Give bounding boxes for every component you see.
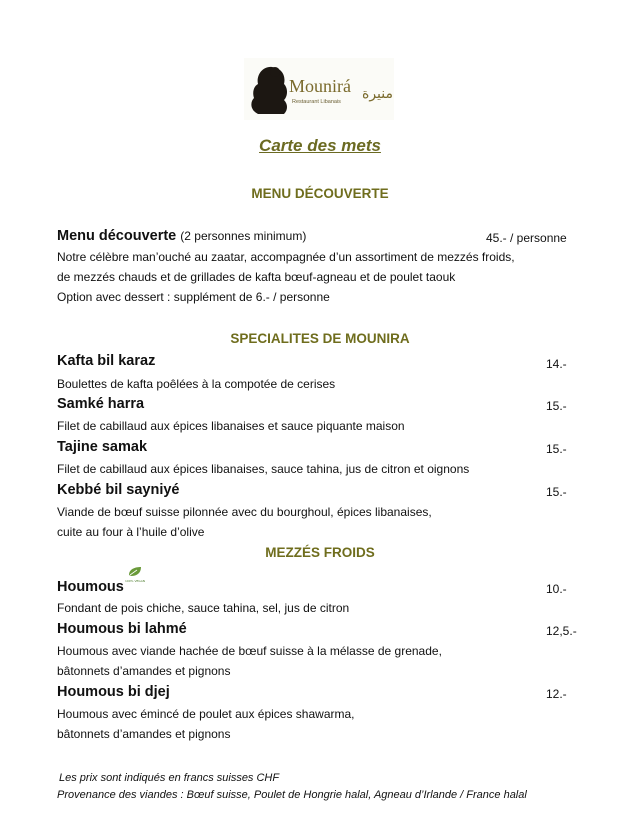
- dish-name: Houmous bi lahmé: [57, 621, 187, 637]
- dish-name: Tajine samak: [57, 439, 148, 455]
- dish-name: Kafta bil karaz: [57, 353, 156, 369]
- section-heading-mezzes-froids: MEZZÉS FROIDS: [265, 545, 375, 560]
- dish-description: Filet de cabillaud aux épices libanaises, sauce tahina, jus de citron et oignons: [57, 462, 470, 476]
- dish-description: Houmous avec viande hachée de bœuf suisse à la mélasse de grenade,: [57, 644, 442, 658]
- dish-price: 14.-: [546, 357, 567, 371]
- logo-name: Mounirá: [289, 76, 351, 96]
- dish-description: Viande de bœuf suisse pilonnée avec du bourghoul, épices libanaises,: [57, 505, 432, 519]
- dish-description: bâtonnets d’amandes et pignons: [57, 664, 231, 678]
- dish-name: Houmous: [57, 579, 124, 595]
- footer-meat-origin: Provenance des viandes : Bœuf suisse, Poulet de Hongrie halal, Agneau d’Irlande / France halal: [57, 789, 527, 801]
- menu-decouverte-desc-line: Notre célèbre man’ouché au zaatar, accompagnée d’un assortiment de mezzés froids,: [57, 250, 515, 264]
- section-heading-specialites: SPECIALITES DE MOUNIRA: [230, 331, 410, 346]
- dish-price: 15.-: [546, 442, 567, 456]
- dish-description: cuite au four à l’huile d’olive: [57, 525, 205, 539]
- dish-price: 12.-: [546, 687, 567, 701]
- dish-name: Samké harra: [57, 396, 145, 412]
- dish-description: bâtonnets d’amandes et pignons: [57, 727, 231, 741]
- dish-price: 15.-: [546, 399, 567, 413]
- vegan-badge-text: 100% VEGAN: [125, 579, 145, 583]
- dish-description: Fondant de pois chiche, sauce tahina, sel, jus de citron: [57, 601, 350, 615]
- menu-title: Carte des mets: [259, 136, 381, 155]
- menu-decouverte-desc-line: Option avec dessert : supplément de 6.- / personne: [57, 290, 330, 304]
- dish-name: Kebbé bil sayniyé: [57, 482, 180, 498]
- dish-price: 12,5.-: [546, 624, 577, 638]
- dish-description: Filet de cabillaud aux épices libanaises et sauce piquante maison: [57, 419, 405, 433]
- dish-name: Houmous bi djej: [57, 684, 170, 700]
- menu-decouverte-desc-line: de mezzés chauds et de grillades de kafta bœuf-agneau et de poulet taouk: [57, 270, 456, 284]
- dish-description: Houmous avec émincé de poulet aux épices shawarma,: [57, 707, 355, 721]
- logo-arabic: منيرة: [362, 86, 394, 102]
- dish-description: Boulettes de kafta poêlées à la compotée de cerises: [57, 377, 336, 391]
- footer-currency-note: Les prix sont indiqués en francs suisses CHF: [59, 772, 280, 784]
- logo-subtitle: Restaurant Libanais: [292, 99, 341, 105]
- restaurant-logo: [244, 58, 394, 120]
- vegan-leaf-icon: [125, 565, 145, 587]
- dish-price: 15.-: [546, 485, 567, 499]
- section-heading-menu-decouverte: MENU DÉCOUVERTE: [251, 186, 389, 201]
- menu-decouverte-name: Menu découverte (2 personnes minimum): [57, 228, 307, 244]
- menu-decouverte-price: 45.- / personne: [486, 231, 567, 245]
- menu-decouverte-note: (2 personnes minimum): [180, 229, 307, 243]
- dish-price: 10.-: [546, 582, 567, 596]
